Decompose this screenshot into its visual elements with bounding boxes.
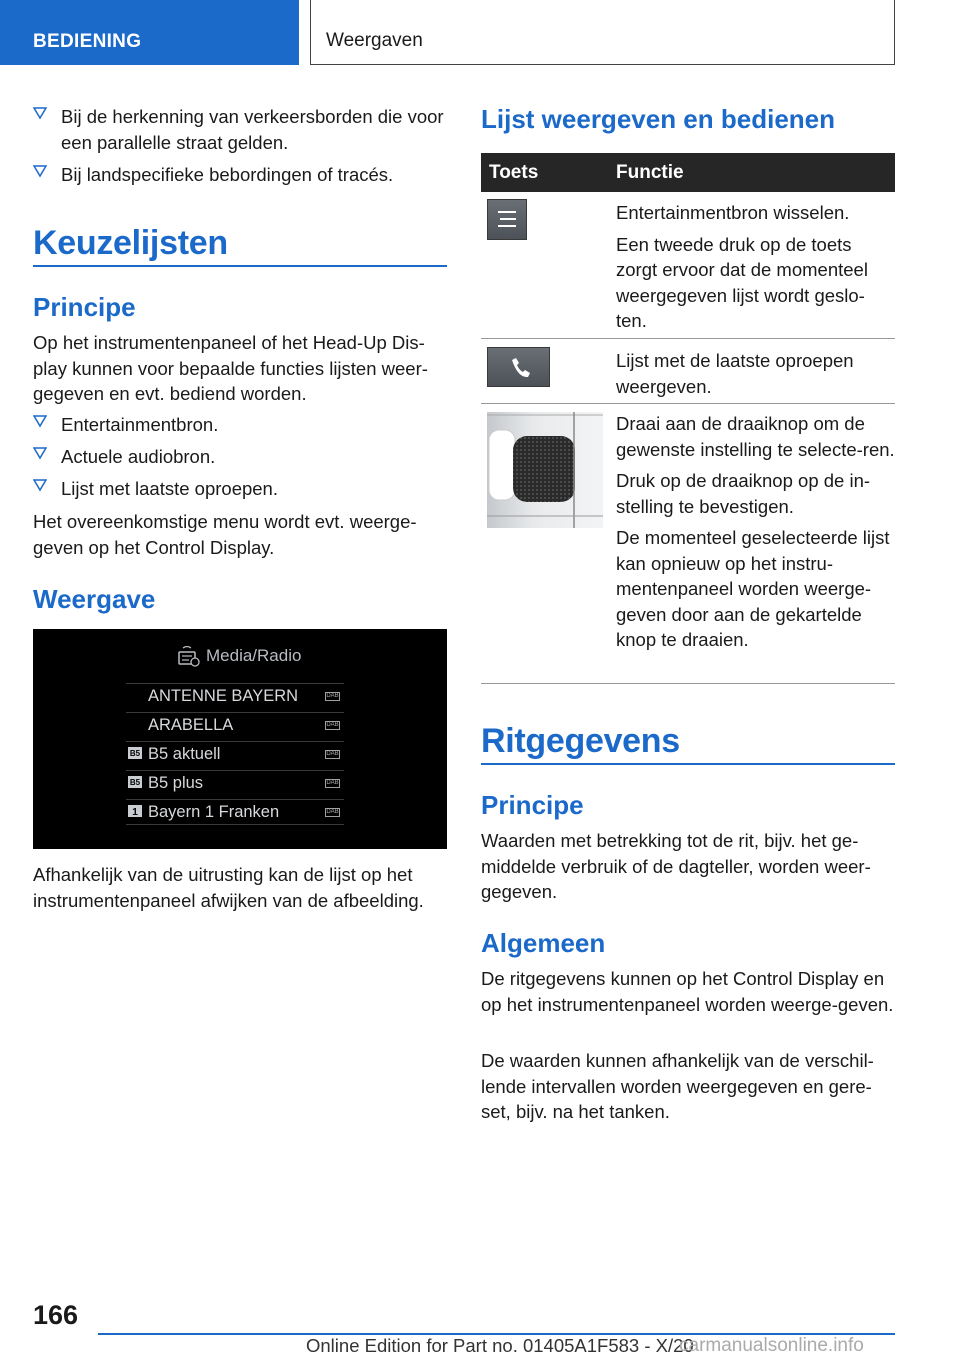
table-cell: Entertainmentbron wisselen. Een tweede druk op de toets zorgt ervoor dat de momenteel weergegeven lijst wordt geslo-ten. (616, 202, 868, 331)
dab-badge: DAB (326, 809, 339, 815)
knurled-knob-icon (487, 412, 603, 528)
list-item: B5 B5 plus DAB (126, 770, 344, 796)
dab-badge: DAB (326, 780, 339, 786)
row-divider (481, 338, 895, 339)
chapter-title: Weergaven (310, 0, 895, 65)
station-logo-icon (128, 804, 142, 818)
heading-principe: Principe (481, 790, 584, 820)
svg-text:1: 1 (132, 807, 138, 818)
column-header-toets: Toets (489, 162, 539, 183)
row-divider (481, 683, 895, 684)
heading-weergave: Weergave (33, 584, 156, 614)
list-item: 1 Bayern 1 Franken DAB (126, 799, 344, 825)
paragraph: De ritgegevens kunnen op het Control Display en op het instrumentenpaneel worden weerge-geven. (481, 968, 894, 1015)
heading-principe: Principe (33, 292, 136, 322)
list-item: Entertainmentbron. (33, 412, 447, 438)
paragraph: De waarden kunnen afhankelijk van de verschil-lende intervallen worden weergegeven en gere-set, bijv. na het tanken. (481, 1050, 874, 1122)
list-item: Bij de herkenning van verkeersborden die voor een parallelle straat gelden. (33, 104, 447, 155)
heading-keuzelijsten: Keuzelijsten (33, 224, 228, 262)
column-header-functie: Functie (616, 162, 684, 183)
heading-rule (33, 265, 447, 267)
dab-badge: DAB (326, 751, 339, 757)
instrument-panel-image (33, 629, 447, 849)
station-logo-icon (128, 746, 142, 760)
triangle-bullet-icon (33, 164, 47, 178)
list-icon (487, 199, 527, 240)
list-item: B5 B5 aktuell DAB (126, 741, 344, 767)
heading-rule (481, 763, 895, 765)
triangle-bullet-icon (33, 106, 47, 120)
svg-text:B5: B5 (129, 778, 141, 787)
paragraph: Waarden met betrekking tot de rit, bijv. het ge-middelde verbruik of de dagteller, worden weer-gegeven. (481, 830, 871, 902)
paragraph: Op het instrumentenpaneel of het Head-Up Dis-play kunnen voor bepaalde functies lijsten weer-gegeven en evt. bediend worden. (33, 332, 428, 404)
heading-lijst-weergeven: Lijst weergeven en bedienen (481, 104, 835, 134)
screen-title: Media/Radio (206, 646, 302, 665)
triangle-bullet-icon (33, 446, 47, 460)
list-item: Lijst met laatste oproepen. (33, 476, 447, 502)
phone-icon (487, 347, 550, 387)
list-item: Bij landspecifieke bebordingen of tracés. (33, 162, 447, 188)
list-item: ANTENNE BAYERN DAB (126, 683, 344, 709)
list-item: Actuele audiobron. (33, 444, 447, 470)
table-cell: Lijst met de laatste oproepen weergeven. (616, 350, 854, 397)
list-item: ARABELLA DAB (126, 712, 344, 738)
edition-note: Online Edition for Part no. 01405A1F583 - X/20 (306, 1335, 694, 1356)
image-caption: Afhankelijk van de uitrusting kan de lijst op het instrumentenpaneel afwijken van de afbeelding. (33, 864, 424, 911)
watermark: carmanualsonline.info (679, 1335, 864, 1356)
triangle-bullet-icon (33, 414, 47, 428)
section-tab: BEDIENING (0, 0, 299, 65)
paragraph: Het overeenkomstige menu wordt evt. weerge-geven op het Control Display. (33, 511, 417, 558)
station-logo-icon (128, 775, 142, 789)
row-divider (481, 403, 895, 404)
table-header (481, 153, 895, 192)
media-radio-icon (177, 646, 201, 668)
page-number: 166 (33, 1300, 79, 1330)
heading-ritgegevens: Ritgegevens (481, 722, 680, 760)
svg-text:B5: B5 (129, 749, 141, 758)
triangle-bullet-icon (33, 478, 47, 492)
dab-badge: DAB (326, 693, 339, 699)
dab-badge: DAB (326, 722, 339, 728)
heading-algemeen: Algemeen (481, 928, 606, 958)
table-cell: Draai aan de draaiknop om de gewenste instelling te selecte-ren. Druk op de draaiknop op de in-stelling te bevestigen. De momenteel geselecteerde lijst kan opnieuw op het instru-mentenpaneel worden weerge-geven door aan de gekartelde knop te draaien. (616, 413, 895, 650)
